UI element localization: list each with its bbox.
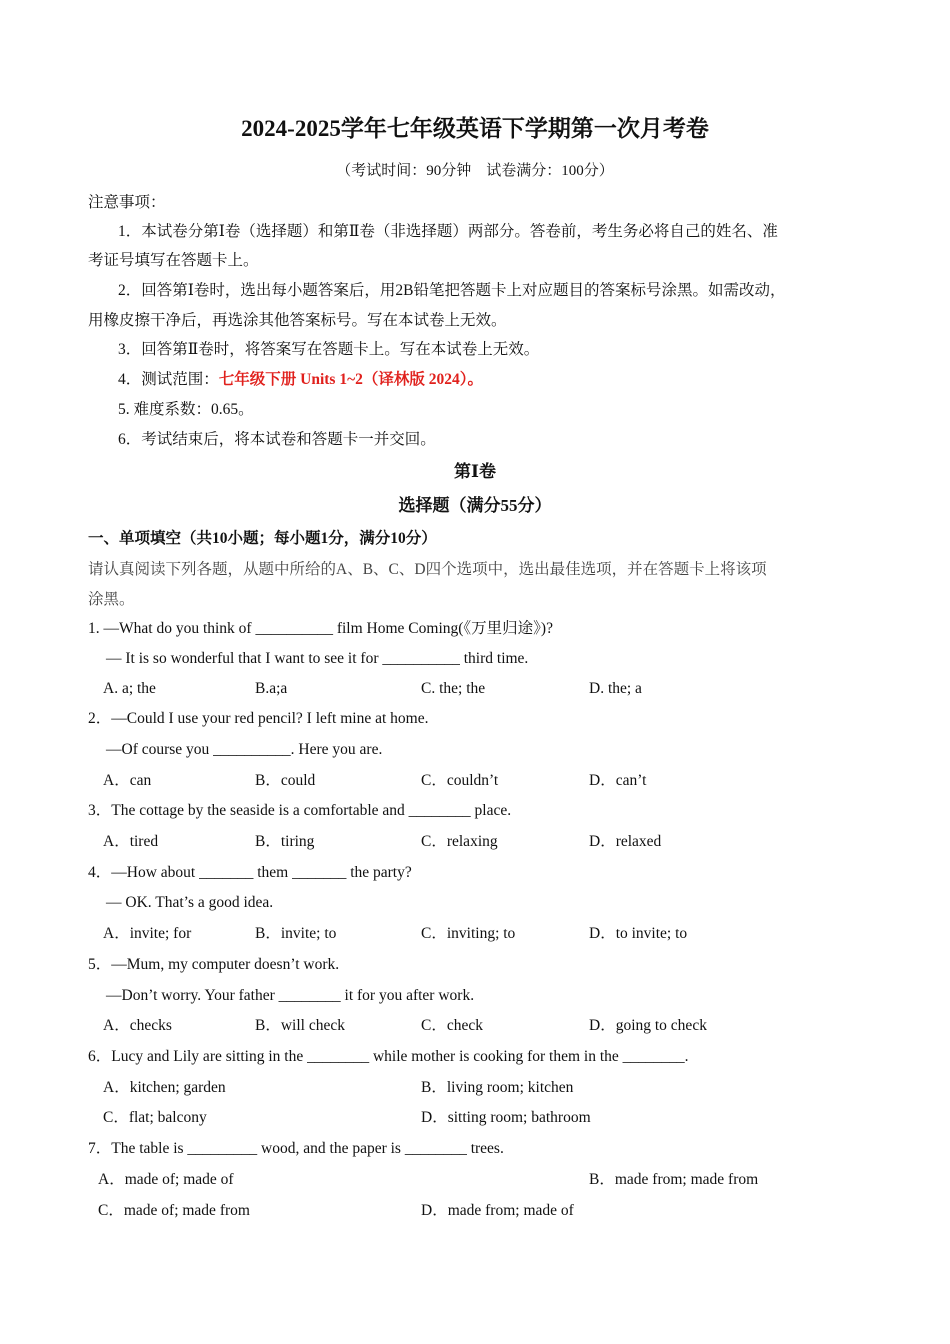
question-4-option-a: A．invite; for bbox=[103, 925, 192, 942]
question-7-option-a: A．made of; made of bbox=[98, 1171, 234, 1188]
question-7-stem: 7．The table is _________ wood, and the paper is ________ trees. bbox=[88, 1140, 504, 1157]
question-5-reply: —Don’t worry. Your father ________ it for you after work. bbox=[106, 987, 475, 1004]
notice-1-line-2: 考证号填写在答题卡上。 bbox=[88, 252, 259, 269]
notice-4 bbox=[118, 370, 483, 390]
notice-1-line-1: 1．本试卷分第Ⅰ卷（选择题）和第Ⅱ卷（非选择题）两部分。答卷前，考生务必将自己的姓名、准 bbox=[118, 223, 778, 240]
question-2-option-b: B．could bbox=[255, 772, 316, 789]
question-6-option-b: B．living room; kitchen bbox=[421, 1079, 574, 1096]
notice-4-prefix: 4．测试范围： bbox=[118, 371, 219, 388]
notice-3: 3．回答第Ⅱ卷时，将答案写在答题卡上。写在本试卷上无效。 bbox=[118, 341, 540, 358]
notice-2-line-1: 2．回答第Ⅰ卷时，选出每小题答案后，用2B铅笔把答题卡上对应题目的答案标号涂黑。如需改动， bbox=[118, 282, 786, 299]
notice-5: 5. 难度系数：0.65。 bbox=[118, 401, 254, 418]
question-3-option-c: C．relaxing bbox=[421, 833, 498, 850]
question-6-option-c: C．flat; balcony bbox=[103, 1109, 207, 1126]
question-2-reply: —Of course you __________. Here you are. bbox=[106, 741, 383, 758]
question-2-option-d: D．can’t bbox=[589, 772, 647, 789]
page-subtitle: （考试时间：90分钟 试卷满分：100分） bbox=[336, 163, 614, 179]
question-5-option-b: B．will check bbox=[255, 1017, 345, 1034]
question-5-option-a: A．checks bbox=[103, 1017, 172, 1034]
question-2-option-a: A．can bbox=[103, 772, 152, 789]
volume-heading: 第Ⅰ卷 bbox=[454, 462, 496, 481]
question-3-option-b: B．tiring bbox=[255, 833, 315, 850]
question-2-stem: 2．—Could I use your red pencil? I left mine at home. bbox=[88, 710, 429, 727]
volume-subheading: 选择题（满分55分） bbox=[398, 496, 552, 515]
question-1-option-d: D. the; a bbox=[589, 680, 642, 697]
question-3-option-a: A．tired bbox=[103, 833, 159, 850]
question-1-option-b: B.a;a bbox=[255, 680, 288, 697]
notice-6: 6．考试结束后，将本试卷和答题卡一并交回。 bbox=[118, 431, 436, 448]
notice-2-line-2: 用橡皮擦干净后，再选涂其他答案标号。写在本试卷上无效。 bbox=[88, 312, 507, 329]
question-5-option-c: C．check bbox=[421, 1017, 483, 1034]
question-3-stem: 3．The cottage by the seaside is a comfortable and ________ place. bbox=[88, 802, 512, 819]
section-1-instruction-line-2: 涂黑。 bbox=[88, 591, 135, 608]
question-3-option-d: D．relaxed bbox=[589, 833, 662, 850]
question-4-reply: — OK. That’s a good idea. bbox=[106, 894, 274, 911]
question-1-option-c: C. the; the bbox=[421, 680, 486, 697]
test-scope: 七年级下册 Units 1~2（译林版 2024）。 bbox=[218, 371, 484, 388]
question-1-option-a: A. a; the bbox=[103, 680, 156, 697]
question-4-stem: 4．—How about _______ them _______ the party? bbox=[88, 864, 412, 881]
section-1-heading: 一、单项填空（共10小题；每小题1分，满分10分） bbox=[88, 530, 437, 547]
question-4-option-b: B．invite; to bbox=[255, 925, 337, 942]
question-6-option-a: A．kitchen; garden bbox=[103, 1079, 226, 1096]
question-6-option-d: D．sitting room; bathroom bbox=[421, 1109, 591, 1126]
question-7-option-b: B．made from; made from bbox=[589, 1171, 759, 1188]
question-7-option-c: C．made of; made from bbox=[98, 1202, 250, 1219]
question-1-stem: 1. —What do you think of __________ film Home Coming(《万里归途》)? bbox=[88, 620, 553, 637]
section-1-instruction-line-1: 请认真阅读下列各题，从题中所给的A、B、C、D四个选项中，选出最佳选项，并在答题卡上将该项 bbox=[88, 561, 767, 578]
question-5-option-d: D．going to check bbox=[589, 1017, 707, 1034]
question-1-reply: — It is so wonderful that I want to see it for __________ third time. bbox=[106, 650, 529, 667]
question-2-option-c: C．couldn’t bbox=[421, 772, 499, 789]
notice-heading: 注意事项： bbox=[88, 194, 166, 211]
question-7-option-d: D．made from; made of bbox=[421, 1202, 574, 1219]
question-4-option-c: C．inviting; to bbox=[421, 925, 516, 942]
question-4-option-d: D．to invite; to bbox=[589, 925, 688, 942]
question-6-stem: 6．Lucy and Lily are sitting in the ________ while mother is cooking for them in the ________. bbox=[88, 1048, 689, 1065]
page-title: 2024-2025学年七年级英语下学期第一次月考卷 bbox=[241, 116, 709, 141]
question-5-stem: 5．—Mum, my computer doesn’t work. bbox=[88, 956, 340, 973]
